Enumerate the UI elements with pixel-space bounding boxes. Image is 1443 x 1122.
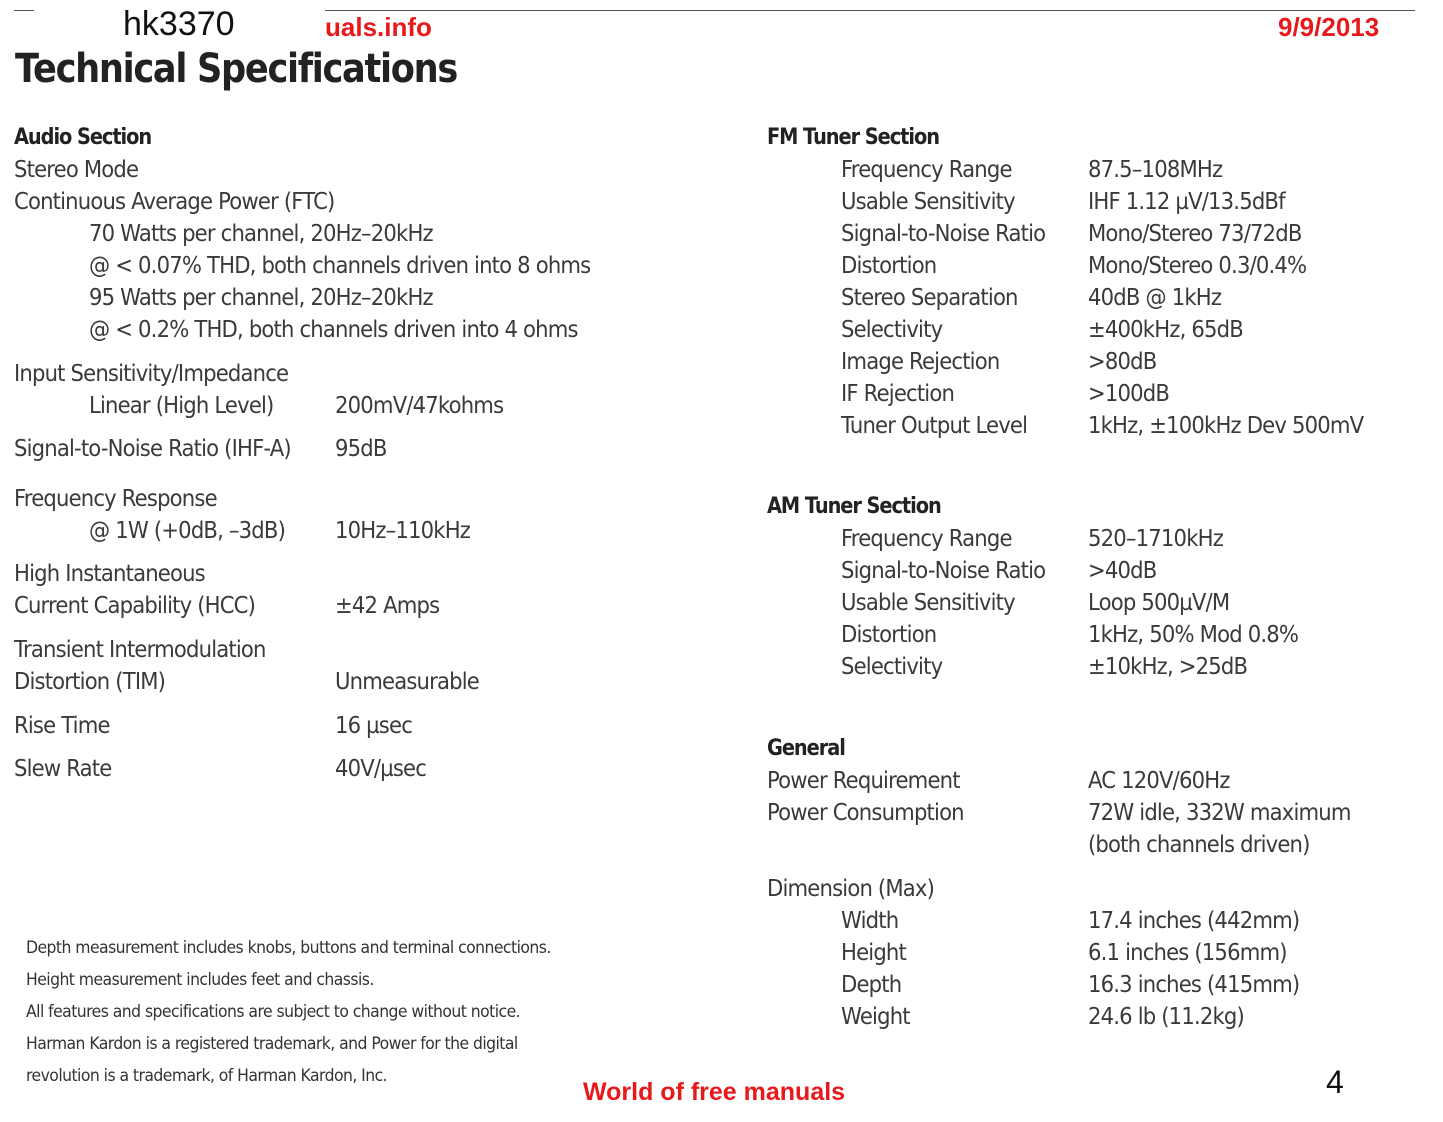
power-line-1: 70 Watts per channel, 20Hz–20kHz — [89, 221, 433, 247]
general-section-heading: General — [767, 736, 845, 761]
power-requirement-label: Power Requirement — [767, 768, 960, 794]
note-line: revolution is a trademark, of Harman Kardon, Inc. — [26, 1066, 388, 1086]
fm-label: Selectivity — [841, 317, 943, 343]
hcc-label-1: High Instantaneous — [14, 561, 205, 587]
fm-value: 1kHz, ±100kHz Dev 500mV — [1088, 413, 1364, 439]
fm-value: 87.5–108MHz — [1088, 157, 1223, 183]
fm-label: Tuner Output Level — [841, 413, 1028, 439]
power-consumption-label: Power Consumption — [767, 800, 964, 826]
linear-value: 200mV/47kohms — [335, 393, 504, 419]
freq-response-sub: @ 1W (+0dB, –3dB) — [89, 518, 286, 544]
dim-value: 16.3 inches (415mm) — [1088, 972, 1300, 998]
fm-label: Image Rejection — [841, 349, 1000, 375]
site-name: uals.info — [325, 12, 432, 42]
hcc-value: ±42 Amps — [335, 593, 440, 619]
fm-value: Mono/Stereo 0.3/0.4% — [1088, 253, 1307, 279]
power-line-2: @ < 0.07% THD, both channels driven into 8 ohms — [89, 253, 591, 279]
power-label: Continuous Average Power (FTC) — [14, 189, 335, 215]
tim-label-2: Distortion (TIM) — [14, 669, 166, 695]
fm-label: Signal-to-Noise Ratio — [841, 221, 1046, 247]
fm-label: IF Rejection — [841, 381, 955, 407]
am-value: >40dB — [1088, 558, 1157, 584]
power-consumption-value-2: (both channels driven) — [1088, 832, 1310, 858]
model-name: hk3370 — [123, 5, 235, 43]
note-line: Harman Kardon is a registered trademark, and Power for the digital — [26, 1034, 518, 1054]
note-line: Depth measurement includes knobs, buttons and terminal connections. — [26, 938, 551, 958]
dim-value: 17.4 inches (442mm) — [1088, 908, 1300, 934]
freq-response-value: 10Hz–110kHz — [335, 518, 471, 544]
fm-value: ±400kHz, 65dB — [1088, 317, 1243, 343]
am-label: Signal-to-Noise Ratio — [841, 558, 1046, 584]
fm-value: Mono/Stereo 73/72dB — [1088, 221, 1302, 247]
page-number: 4 — [1326, 1064, 1344, 1100]
snr-label: Signal-to-Noise Ratio (IHF-A) — [14, 436, 291, 462]
input-sensitivity-label: Input Sensitivity/Impedance — [14, 361, 289, 387]
power-line-3: 95 Watts per channel, 20Hz–20kHz — [89, 285, 433, 311]
dim-label: Width — [841, 908, 899, 934]
tim-label-1: Transient Intermodulation — [14, 637, 266, 663]
dim-label: Weight — [841, 1004, 910, 1030]
fm-section-heading: FM Tuner Section — [767, 125, 939, 150]
slew-rate-value: 40V/µsec — [335, 756, 427, 782]
power-line-4: @ < 0.2% THD, both channels driven into 4 ohms — [89, 317, 578, 343]
am-value: 520–1710kHz — [1088, 526, 1223, 552]
dim-label: Depth — [841, 972, 902, 998]
tim-value: Unmeasurable — [335, 669, 479, 695]
rise-time-value: 16 µsec — [335, 713, 413, 739]
am-value: 1kHz, 50% Mod 0.8% — [1088, 622, 1299, 648]
top-rule-right — [325, 10, 1415, 11]
am-label: Frequency Range — [841, 526, 1012, 552]
top-rule-left — [14, 10, 34, 11]
hcc-label-2: Current Capability (HCC) — [14, 593, 256, 619]
audio-section-heading: Audio Section — [14, 125, 152, 150]
freq-response-label: Frequency Response — [14, 486, 217, 512]
dim-label: Height — [841, 940, 906, 966]
rise-time-label: Rise Time — [14, 713, 110, 739]
slew-rate-label: Slew Rate — [14, 756, 112, 782]
dim-value: 24.6 lb (11.2kg) — [1088, 1004, 1244, 1030]
dim-value: 6.1 inches (156mm) — [1088, 940, 1287, 966]
note-line: Height measurement includes feet and chassis. — [26, 970, 374, 990]
fm-value: >80dB — [1088, 349, 1157, 375]
watermark-text: World of free manuals — [583, 1078, 846, 1106]
fm-label: Usable Sensitivity — [841, 189, 1015, 215]
fm-label: Frequency Range — [841, 157, 1012, 183]
power-consumption-value-1: 72W idle, 332W maximum — [1088, 800, 1351, 826]
am-label: Selectivity — [841, 654, 943, 680]
fm-value: IHF 1.12 µV/13.5dBf — [1088, 189, 1285, 215]
fm-label: Stereo Separation — [841, 285, 1018, 311]
power-requirement-value: AC 120V/60Hz — [1088, 768, 1230, 794]
am-value: Loop 500µV/M — [1088, 590, 1230, 616]
fm-value: 40dB @ 1kHz — [1088, 285, 1222, 311]
dimension-label: Dimension (Max) — [767, 876, 935, 902]
linear-label: Linear (High Level) — [89, 393, 274, 419]
am-section-heading: AM Tuner Section — [767, 494, 941, 519]
fm-value: >100dB — [1088, 381, 1170, 407]
am-label: Distortion — [841, 622, 937, 648]
date: 9/9/2013 — [1278, 12, 1380, 42]
page-title: Technical Specifications — [15, 46, 457, 92]
snr-value: 95dB — [335, 436, 387, 462]
note-line: All features and specifications are subject to change without notice. — [26, 1002, 521, 1022]
fm-label: Distortion — [841, 253, 937, 279]
stereo-mode-label: Stereo Mode — [14, 157, 139, 183]
am-value: ±10kHz, >25dB — [1088, 654, 1248, 680]
am-label: Usable Sensitivity — [841, 590, 1015, 616]
